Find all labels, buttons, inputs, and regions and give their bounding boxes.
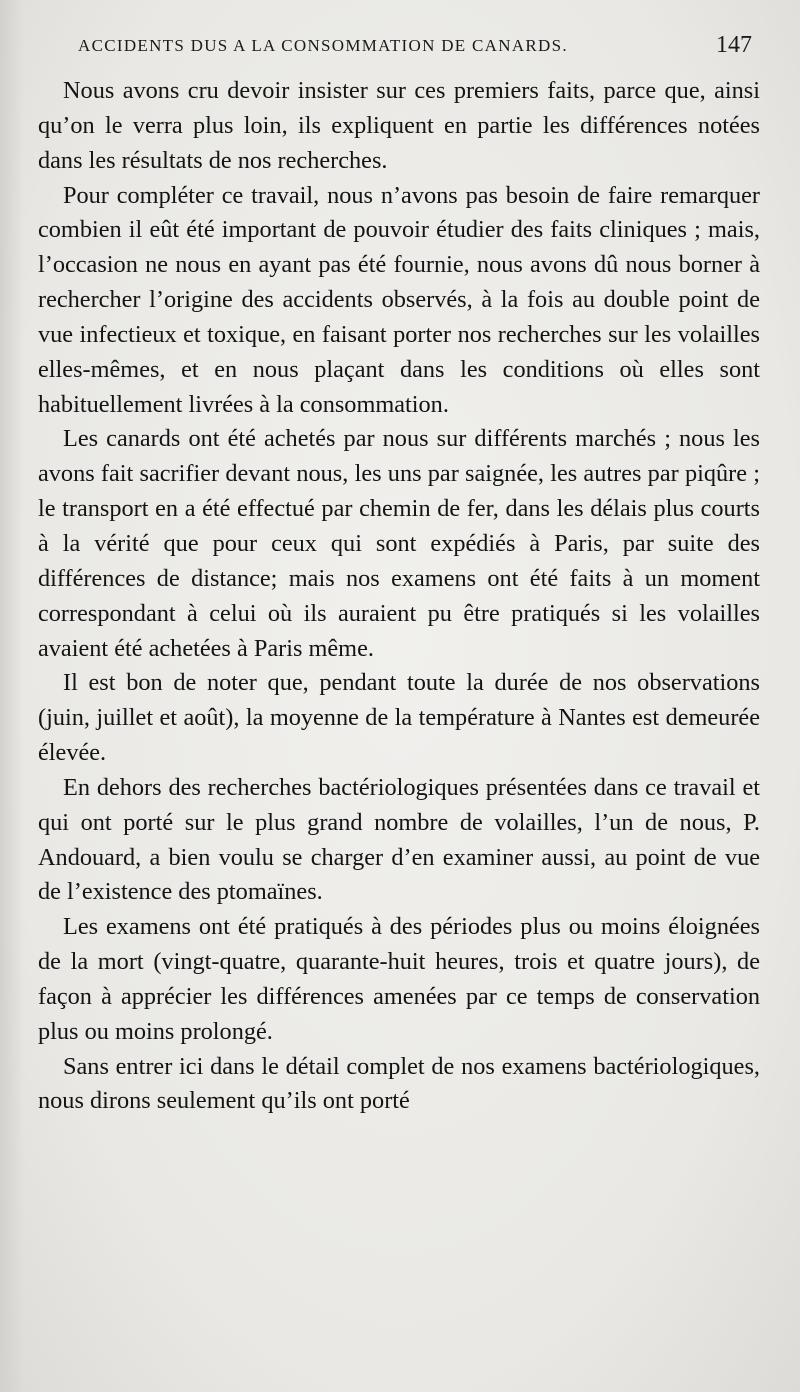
paragraph-3: Les canards ont été achetés par nous sur différents marchés ; nous les avons fait sacrifier devant nous, les uns par saignée, les autres par piqûre ; le transport en a été effectué par chemin de fer, dans les délais plus courts à la vérité que pour ceux qui sont expédiés à Paris, par suite des différences de distance; mais nos examens ont été faits à un moment correspondant à celui où ils auraient pu être pratiqués si les volailles avaient été achetées à Paris même. [38, 425, 760, 662]
paragraph-2: Pour compléter ce travail, nous n’avons pas besoin de faire remarquer combien il eût été important de pouvoir étudier des faits cliniques ; mais, l’occasion ne nous en ayant pas été fournie, nous avons dû nous borner à rechercher l’origine des accidents observés, à la fois au double point de vue infectieux et toxique, en faisant porter nos recherches sur les volailles elles-mêmes, et en nous plaçant dans les conditions où elles sont habituellement livrées à la consommation. [38, 181, 760, 418]
paragraph-5: En dehors des recherches bactériologiques présentées dans ce travail et qui ont porté sur le plus grand nombre de volailles, l’un de nous, P. Andouard, a bien voulu se charger d’en examiner aussi, au point de vue de l’existence des ptomaïnes. [38, 773, 760, 906]
body-text [38, 74, 760, 1119]
page-header [78, 34, 758, 62]
running-title: ACCIDENTS DUS A LA CONSOMMATION DE CANARDS. [78, 36, 568, 55]
paragraph-1: Nous avons cru devoir insister sur ces premiers faits, parce que, ainsi qu’on le verra plus loin, ils expliquent en partie les différences notées dans les résultats de nos recherches. [38, 77, 760, 174]
paragraph-7: Sans entrer ici dans le détail complet de nos examens bactériologiques, nous dirons seulement qu’ils ont porté [38, 1052, 760, 1115]
page-number: 147 [716, 32, 752, 58]
paragraph-4: Il est bon de noter que, pendant toute la durée de nos observations (juin, juillet et août), la moyenne de la température à Nantes est demeurée élevée. [38, 669, 760, 767]
paragraph-6: Les examens ont été pratiqués à des périodes plus ou moins éloignées de la mort (vingt-quatre, quarante-huit heures, trois et quatre jours), de façon à apprécier les différences amenées par ce temps de conservation plus ou moins prolongé. [38, 913, 760, 1045]
